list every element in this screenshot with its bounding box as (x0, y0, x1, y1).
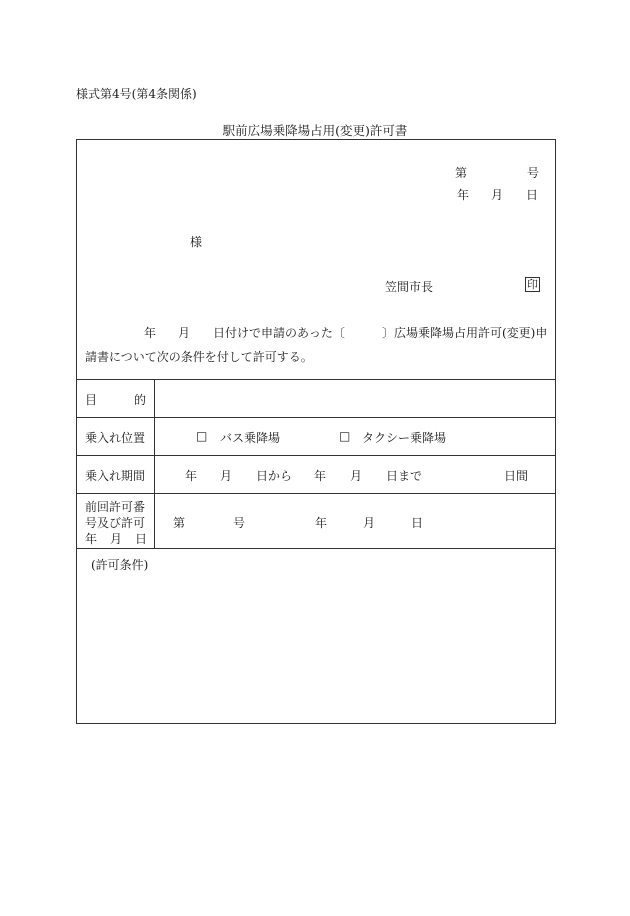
document-title: 駅前広場乗降場占用(変更)許可書 (222, 123, 408, 138)
number-go: 号 (527, 166, 540, 180)
date-month: 月 (491, 188, 504, 202)
row-divider (77, 379, 555, 380)
bus-option-label: バス乗降場 (220, 431, 281, 445)
period-month-until: 月 (350, 469, 363, 483)
location-label: 乗入れ位置 (85, 431, 146, 445)
permit-form-frame (76, 139, 556, 724)
period-year-until: 年 (314, 469, 327, 483)
previous-label-line1: 前回許可番 (85, 500, 146, 514)
body-month: 月 (178, 326, 191, 340)
previous-label-day: 日 (135, 532, 148, 546)
label-column-divider (154, 379, 155, 548)
previous-month: 月 (363, 516, 376, 530)
previous-go: 号 (233, 516, 246, 530)
previous-label-month: 月 (110, 532, 123, 546)
row-divider (77, 417, 555, 418)
taxi-checkbox[interactable]: □ (339, 429, 351, 443)
period-from: 日から (256, 469, 293, 483)
row-divider (77, 493, 555, 494)
form-number: 様式第4号(第4条関係) (76, 87, 197, 101)
row-divider (77, 455, 555, 456)
purpose-label-a: 目 (85, 393, 98, 407)
purpose-label-b: 的 (134, 393, 147, 407)
previous-year: 年 (315, 516, 328, 530)
period-label: 乗入れ期間 (85, 469, 146, 483)
row-divider (77, 548, 555, 549)
date-day: 日 (526, 188, 539, 202)
body-line1-mid: 日付けで申請のあった〔 (213, 326, 345, 340)
period-days: 日間 (504, 469, 529, 483)
seal-mark: 印 (527, 278, 538, 291)
number-dai: 第 (455, 166, 468, 180)
body-line1-end: 〕広場乗降場占用許可(変更)申 (382, 326, 548, 340)
previous-dai: 第 (173, 516, 186, 530)
period-year-from: 年 (185, 469, 198, 483)
previous-label-year: 年 (85, 532, 98, 546)
body-line2: 請書について次の条件を付して許可する。 (85, 350, 313, 364)
body-year: 年 (144, 326, 157, 340)
issuer-name: 笠間市長 (385, 280, 434, 294)
bus-checkbox[interactable]: □ (196, 429, 208, 443)
previous-day: 日 (411, 516, 424, 530)
taxi-option-label: タクシー乗降場 (362, 431, 447, 445)
date-year: 年 (457, 188, 470, 202)
conditions-label: (許可条件) (91, 558, 149, 572)
conditions-area[interactable] (77, 570, 555, 720)
period-until: 日まで (386, 469, 423, 483)
period-month-from: 月 (220, 469, 233, 483)
addressee-sama: 様 (190, 235, 203, 249)
previous-label-line2: 号及び許可 (85, 516, 146, 530)
